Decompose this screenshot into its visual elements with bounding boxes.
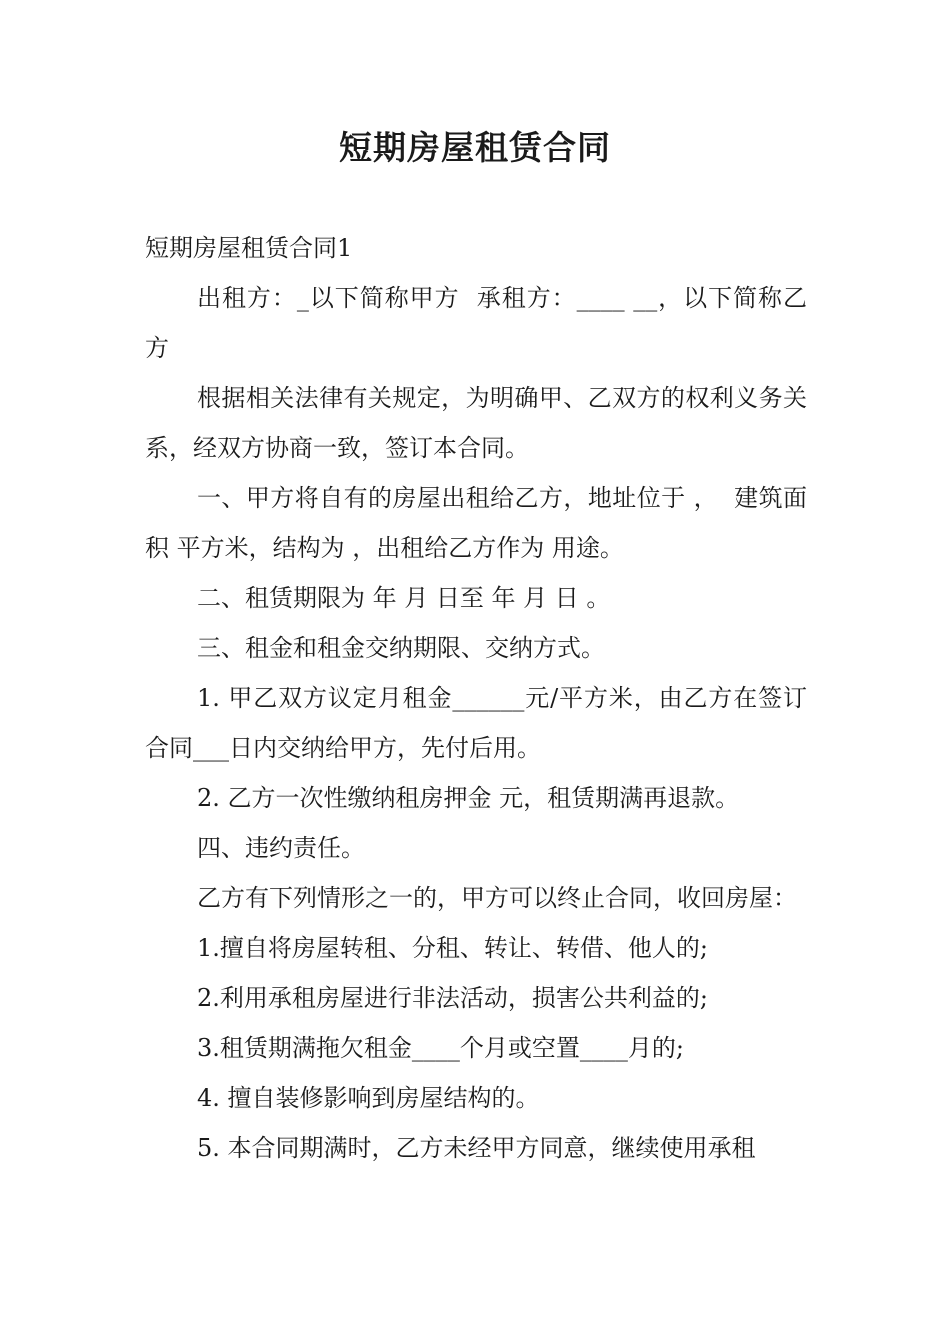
document-title: 短期房屋租赁合同 bbox=[339, 128, 611, 167]
clause-4-item-4: 4. 擅自装修影响到房屋结构的。 bbox=[197, 1084, 540, 1112]
clause-4-intro: 乙方有下列情形之一的，甲方可以终止合同，收回房屋： bbox=[197, 884, 797, 912]
clause-2-paragraph: 二、租赁期限为 年 月 日至 年 月 日 。 bbox=[197, 584, 611, 612]
clause-4-item-3: 3.租赁期满拖欠租金____个月或空置____月的; bbox=[197, 1034, 684, 1062]
parties-paragraph: 出租方：_以下简称甲方 承租方：____ __，以下简称乙方 bbox=[145, 284, 807, 362]
clause-3-paragraph: 三、租金和租金交纳期限、交纳方式。 bbox=[197, 634, 605, 662]
clause-4-item-1: 1.擅自将房屋转租、分租、转让、转借、他人的; bbox=[197, 934, 708, 962]
clause-3-item-1: 1. 甲乙双方议定月租金______元/平方米，由乙方在签订合同___日内交纳给甲方，先付后用。 bbox=[145, 684, 807, 762]
clause-4-item-5: 5. 本合同期满时，乙方未经甲方同意，继续使用承租 bbox=[197, 1134, 756, 1162]
clause-4-paragraph: 四、违约责任。 bbox=[197, 834, 365, 862]
document-body bbox=[145, 223, 807, 1173]
section-heading: 短期房屋租赁合同1 bbox=[145, 234, 353, 262]
preamble-paragraph: 根据相关法律有关规定，为明确甲、乙双方的权利义务关系，经双方协商一致，签订本合同。 bbox=[145, 384, 807, 462]
clause-3-item-2: 2. 乙方一次性缴纳租房押金 元，租赁期满再退款。 bbox=[197, 784, 740, 812]
clause-1-paragraph: 一、甲方将自有的房屋出租给乙方，地址位于 ， 建筑面积 平方米，结构为 ，出租给乙方作为 用途。 bbox=[145, 484, 807, 562]
clause-4-item-2: 2.利用承租房屋进行非法活动，损害公共利益的; bbox=[197, 984, 708, 1012]
